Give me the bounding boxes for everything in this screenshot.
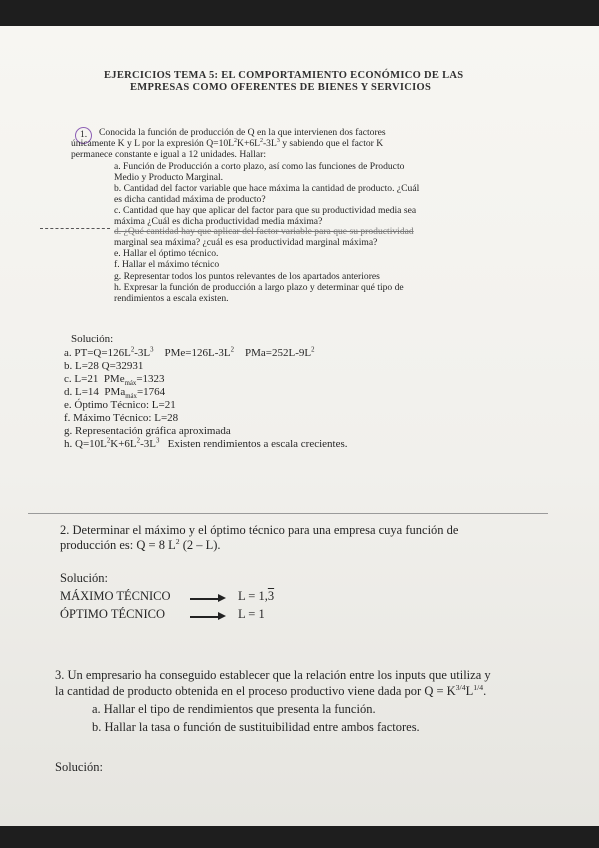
ex3-statement-line-1: 3. Un empresario ha conseguido establecer que la relación entre los inputs que utiliza y <box>55 668 491 682</box>
ex1-item-c-2: máxima ¿Cuál es dicha productividad media máxima? <box>114 216 323 227</box>
ex1-solution-b: b. L=28 Q=32931 <box>64 360 144 372</box>
ex2-optimo-value: L = 1 <box>238 607 265 621</box>
ex1-solution-e: e. Óptimo Técnico: L=21 <box>64 399 176 411</box>
ex3-statement-line-2: la cantidad de producto obtenida en el proceso productivo viene dada por $Q = K^{3/4}L^{1/4}$. <box>55 682 487 698</box>
ex1-solution-d: d. L=14 PMa$_{máx}$=1764 <box>64 386 166 401</box>
arrow-head-icon-2 <box>218 612 226 620</box>
ex1-item-d-2: marginal sea máxima? ¿cuál es esa productividad marginal máxima? <box>114 237 378 248</box>
title-line-1: EJERCICIOS TEMA 5: EL COMPORTAMIENTO ECONÓMICO DE LAS <box>104 70 464 81</box>
document-page <box>0 26 599 826</box>
ex1-number: 1. <box>80 129 88 140</box>
ex1-solution-c: c. L=21 PMe$_{máx}$=1323 <box>64 373 165 388</box>
ex1-item-f: f. Hallar el máximo técnico <box>114 259 220 270</box>
ex1-statement-line-2: únicamente K y L por la expresión $Q=10L^2K+6L^2-3L^3$ y sabiendo que el factor K <box>71 137 384 149</box>
ex1-solution-heading: Solución: <box>71 333 114 345</box>
ex2-solution-heading: Solución: <box>60 571 108 585</box>
arrow-right-icon <box>190 598 220 600</box>
ex2-maximo-label: MÁXIMO TÉCNICO <box>60 589 171 603</box>
ex1-item-h-2: rendimientos a escala existen. <box>114 293 229 304</box>
ex1-solution-f: f. Máximo Técnico: L=28 <box>64 412 179 424</box>
ex1-item-b-2: es dicha cantidad máxima de producto? <box>114 194 266 205</box>
ex1-solution-g: g. Representación gráfica aproximada <box>64 425 231 437</box>
section-divider <box>28 513 548 514</box>
ex1-solution-a: a. $PT=Q=126L^2-3L^3$ $PMe=126L-3L^2$ $PMa=252L-9L^2$ <box>64 346 315 359</box>
ex1-item-e: e. Hallar el óptimo técnico. <box>114 248 219 259</box>
ex2-statement-line-2: producción es: Q = 8 $L^2$ (2 – L). <box>60 536 221 552</box>
ex1-statement-line-1: Conocida la función de producción de Q en la que intervienen dos factores <box>99 127 386 138</box>
ex1-solution-h: h. $Q=10L^2K+6L^2-3L^3$ Existen rendimientos a escala crecientes. <box>64 437 348 450</box>
ex2-statement-line-1: 2. Determinar el máximo y el óptimo técnico para una empresa cuya función de <box>60 523 459 537</box>
ex3-solution-heading: Solución: <box>55 760 103 774</box>
ex1-statement-line-3: permanece constante e igual a 12 unidades. Hallar: <box>71 149 266 160</box>
ex1-item-g: g. Representar todos los puntos relevantes de los apartados anteriores <box>114 271 380 282</box>
ex1-item-a-2: Medio y Producto Marginal. <box>114 172 224 183</box>
ex2-optimo-label: ÓPTIMO TÉCNICO <box>60 607 165 621</box>
arrow-head-icon <box>218 594 226 602</box>
title-line-2: EMPRESAS COMO OFERENTES DE BIENES Y SERVICIOS <box>130 82 432 93</box>
arrow-right-icon-2 <box>190 616 220 618</box>
ex1-item-c-1: c. Cantidad que hay que aplicar del factor para que su productividad media sea <box>114 205 417 216</box>
ex3-item-a: a. Hallar el tipo de rendimientos que presenta la función. <box>92 702 376 716</box>
ex1-item-b-1: b. Cantidad del factor variable que hace máxima la cantidad de producto. ¿Cuál <box>114 183 420 194</box>
ex1-item-d-1: d. ¿Qué cantidad hay que aplicar del factor variable para que su productividad <box>114 226 414 237</box>
ex1-item-h-1: h. Expresar la función de producción a largo plazo y determinar qué tipo de <box>114 282 404 293</box>
cut-line-left <box>40 228 110 229</box>
ex2-maximo-value: L = 1,3 <box>238 589 275 603</box>
ex3-item-b: b. Hallar la tasa o función de sustituibilidad entre ambos factores. <box>92 720 420 734</box>
ex1-item-a-1: a. Función de Producción a corto plazo, así como las funciones de Producto <box>114 161 405 172</box>
